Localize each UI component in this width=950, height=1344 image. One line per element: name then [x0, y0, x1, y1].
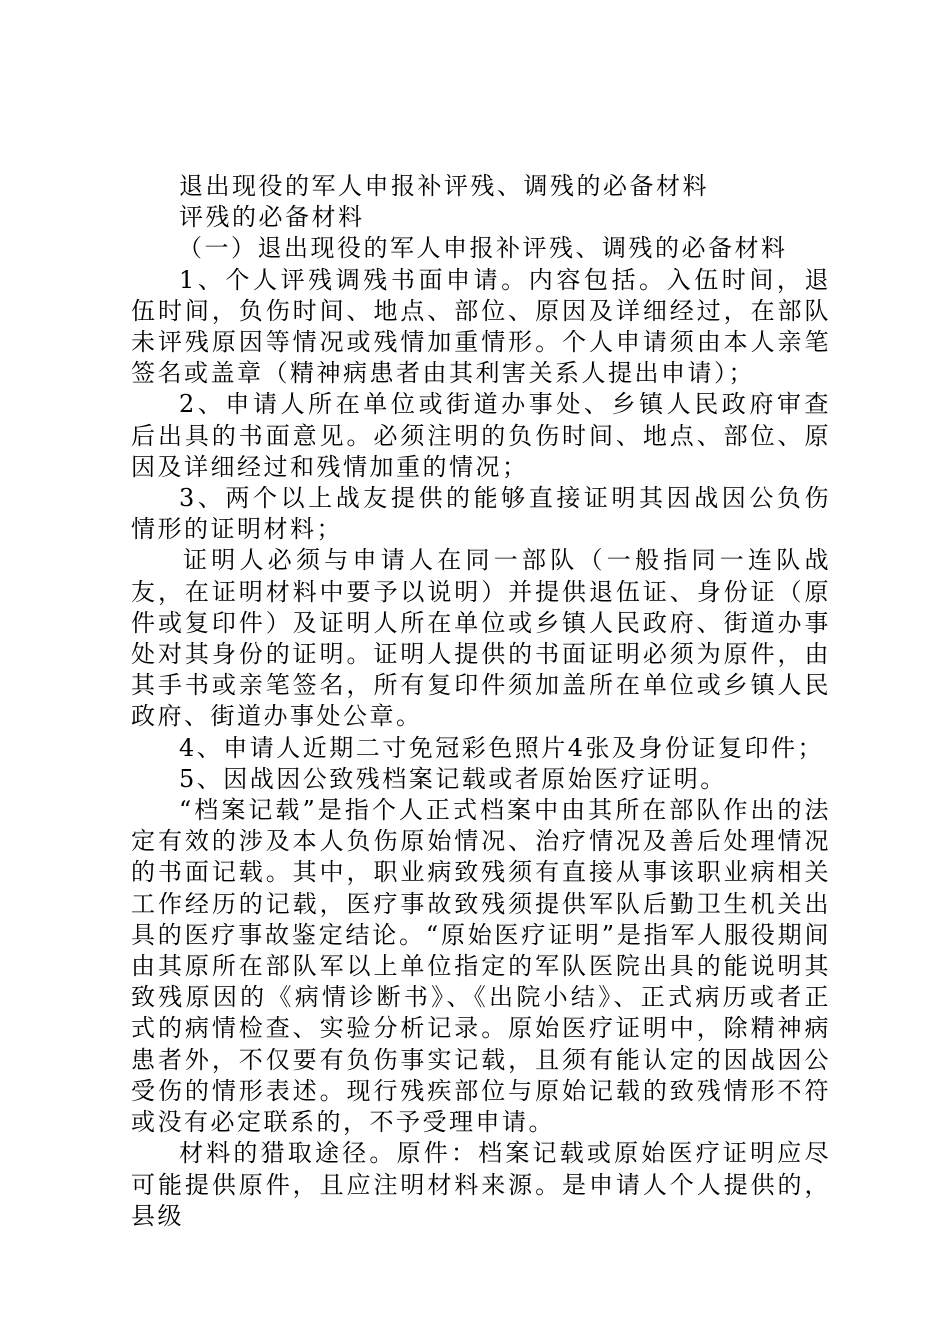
document-title: 退出现役的军人申报补评残、调残的必备材料 [179, 172, 709, 200]
section-heading: 评残的必备材料 [179, 203, 365, 232]
paragraph-item-4: 4、申请人近期二寸免冠彩色照片4张及身份证复印件； [179, 733, 825, 762]
paragraph-item-5: 5、因战因公致残档案记载或者原始医疗证明。 [179, 764, 727, 793]
paragraph-item-1: 1、个人评残调残书面申请。内容包括。入伍时间，退伍时间，负伤时间、地点、部位、原因及详细经过，在部队未评残原因等情况或残情加重情形。个人申请须由本人亲笔签名或盖章（精神病患者由其利害关系人提出申请）； [131, 265, 831, 388]
paragraph-witness-note: 证明人必须与申请人在同一部队（一般指同一连队战友，在证明材料中要予以说明）并提供退伍证、身份证（原件或复印件）及证明人所在单位或乡镇人民政府、街道办事处对其身份的证明。证明人提供的书面证明必须为原件，由其手书或亲笔签名，所有复印件须加盖所在单位或乡镇人民政府、街道办事处公章。 [131, 546, 831, 731]
paragraph-material-source: 材料的猎取途径。原件：档案记载或原始医疗证明应尽可能提供原件，且应注明材料来源。是申请人个人提供的，县级 [131, 1139, 831, 1230]
paragraph-item-2: 2、申请人所在单位或街道办事处、乡镇人民政府审查后出具的书面意见。必须注明的负伤时间、地点、部位、原因及详细经过和残情加重的情况； [131, 390, 831, 481]
subsection-heading: （一）退出现役的军人申报补评残、调残的必备材料 [178, 234, 788, 263]
document-body [131, 171, 831, 1232]
paragraph-item-3: 3、两个以上战友提供的能够直接证明其因战因公负伤情形的证明材料； [131, 484, 831, 544]
paragraph-archive-definition: “档案记载”是指个人正式档案中由其所在部队作出的法定有效的涉及本人负伤原始情况、治疗情况及善后处理情况的书面记载。其中，职业病致残须有直接从事该职业病相关工作经历的记载，医疗事故致残须提供军队后勤卫生机关出具的医疗事故鉴定结论。“原始医疗证明”是指军人服役期间由其原所在部队军以上单位指定的军队医院出具的能说明其致残原因的《病情诊断书》、《出院小结》、正式病历或者正式的病情检查、实验分析记录。原始医疗证明中，除精神病患者外，不仅要有负伤事实记载，且须有能认定的因战因公受伤的情形表述。现行残疾部位与原始记载的致残情形不符或没有必定联系的，不予受理申请。 [131, 796, 831, 1137]
